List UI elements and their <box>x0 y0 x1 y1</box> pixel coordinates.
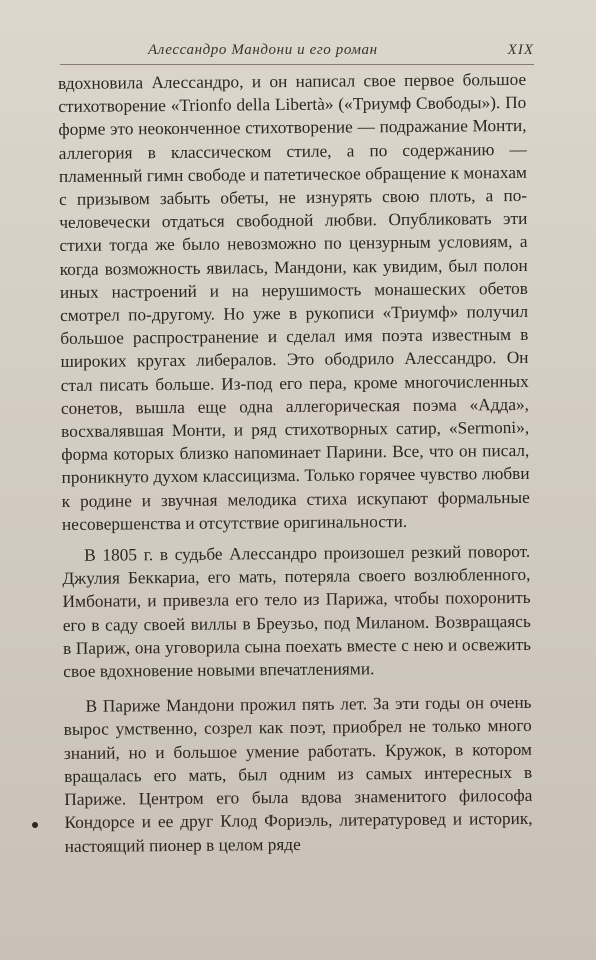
paragraph-1: вдохновила Алессандро, и он написал свое первое большое стихотворение «Trionfo della Libertà» («Триумф Свободы»). По форме это неоконченное стихотворение — подражание Монти, аллегория в классическом стиле, а по содержанию — пламенный гимн свободе и патетическое обращение к монахам с призывом забыть обеты, не изнурять свою плоть, а по-человечески отдаться свободной любви. Опубликовать эти стихи тогда же было невозможно по цензурным условиям, а когда возможность явилась, Мандони, как увидим, был полон иных настроений и на нерушимость монашеских обетов смотрел по-другому. Но уже в рукописи «Триумф» получил большое распространение и сделал имя поэта известным в широких кругах либералов. Это ободрило Алессандро. Он стал писать больше. Из-под его пера, кроме многочисленных сонетов, вышла еще одна аллегорическая поэма «Адда», восхвалявшая Монти, и ряд стихотворных сатир, «Sermoni», форма которых близко напоминает Парини. Все, что он писал, проникнуто духом классицизма. Только горячее чувство любви к родине и звучная мелодика стиха искупают формальные несовершенства и отсутствие оригинальности. <box>58 69 530 534</box>
page-header <box>60 36 534 65</box>
paragraph-3: В Париже Мандони прожил пять лет. За эти годы он очень вырос умственно, созрел как поэт, приобрел не только много знаний, но и большое умение работать. Кружок, в котором вращалась его мать, был одним из самых интересных в Париже. Центром его была вдова знаменитого философа Кондорсе и ее друг Клод Фориэль, литературовед и историк, настоящий пионер в целом ряде <box>63 693 533 856</box>
running-head: Алессандро Мандони и его роман <box>148 41 378 58</box>
paragraph-2: В 1805 г. в судьбе Алессандро произошел резкий поворот. Джулия Беккариа, его мать, потеряла своего возлюбленного, Имбонати, и привезла его тело из Парижа, чтобы похоронить его в саду своей виллы в Бреузьо, под Миланом. Возвращаясь в Париж, она уговорила сына поехать вместе с нею и освежить свое вдохновение новыми впечатлениями. <box>62 541 532 682</box>
ink-dot-mark <box>32 822 38 828</box>
body-text <box>58 68 533 858</box>
page-number: XIX <box>507 41 534 58</box>
